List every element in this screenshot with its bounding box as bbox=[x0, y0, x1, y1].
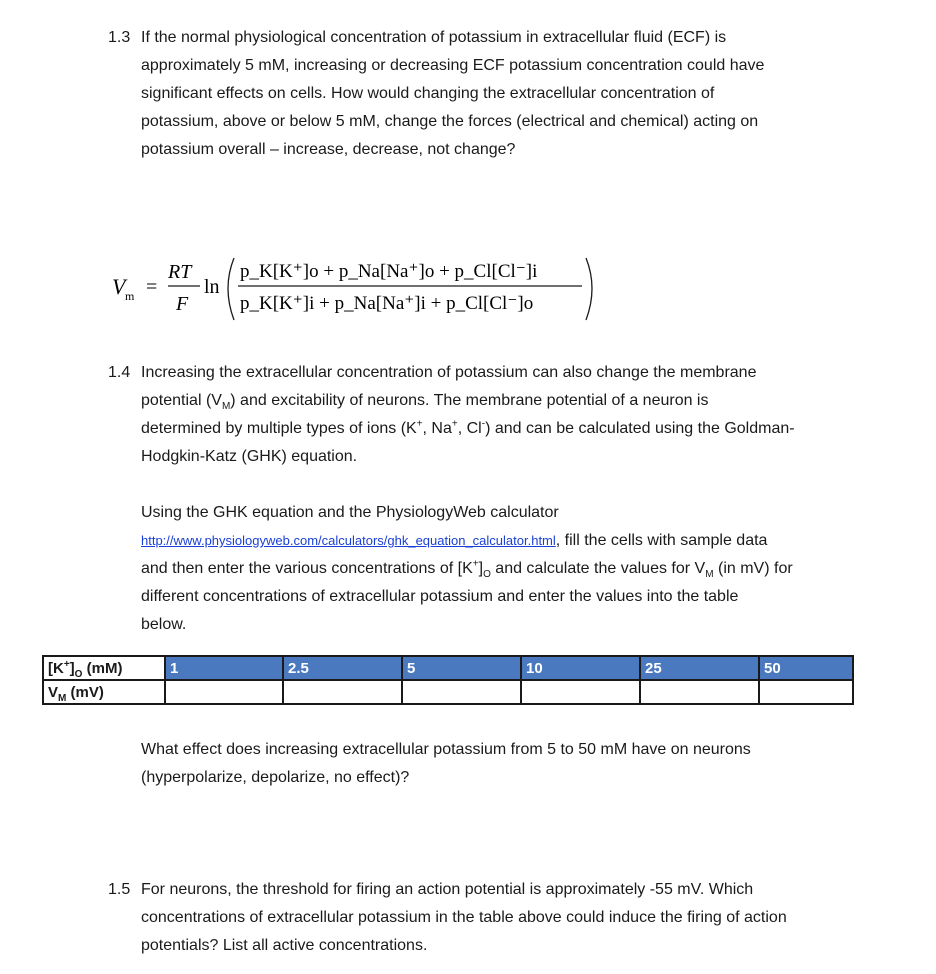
question-text-line: approximately 5 mM, increasing or decreasing ECF potassium concentration could have bbox=[141, 57, 765, 74]
formula-left-paren bbox=[228, 258, 234, 320]
concentration-cell: 50 bbox=[759, 656, 853, 680]
question-number: 1.5 bbox=[108, 881, 131, 898]
vm-row bbox=[43, 680, 853, 704]
formula-numerator: p_K[K⁺]o + p_Na[Na⁺]o + p_Cl[Cl⁻]i bbox=[240, 261, 538, 282]
formula-rt: RT bbox=[168, 261, 192, 283]
question-text-line: potentials? List all active concentrations. bbox=[141, 937, 428, 954]
formula-right-paren bbox=[586, 258, 592, 320]
question-text-line: Increasing the extracellular concentration of potassium can also change the membrane bbox=[141, 364, 757, 381]
formula-lhs: V bbox=[112, 274, 126, 299]
instruction-text-line: http://www.physiologyweb.com/calculators/ghk_equation_calculator.html, fill the cells with sample data bbox=[141, 532, 768, 549]
formula-f: F bbox=[176, 293, 189, 315]
question-text-line: potassium, above or below 5 mM, change the forces (electrical and chemical) acting on bbox=[141, 113, 759, 130]
calculator-link[interactable]: http://www.physiologyweb.com/calculators/ghk_equation_calculator.html bbox=[141, 533, 556, 548]
question-text-line: (hyperpolarize, depolarize, no effect)? bbox=[141, 769, 410, 786]
question-text-line: What effect does increasing extracellular potassium from 5 to 50 mM have on neurons bbox=[141, 741, 751, 758]
concentration-cell: 1 bbox=[165, 656, 283, 680]
vm-input-cell[interactable] bbox=[759, 680, 853, 704]
instruction-text-line: and then enter the various concentrations of $[K^+]_O$ and calculate the values for $V_M$ (in mV) for bbox=[141, 558, 793, 581]
question-text-line: determined by multiple types of ions (K+, Na+, Cl-) and can be calculated using the Goldman- bbox=[141, 418, 795, 437]
vm-row-label: $V_M$ (mV) bbox=[43, 680, 165, 704]
concentration-cell: 5 bbox=[402, 656, 521, 680]
concentration-row-label: $[K^+]_O$ (mM) bbox=[43, 656, 165, 680]
concentration-row bbox=[43, 656, 853, 680]
question-text-line: significant effects on cells. How would changing the extracellular concentration of bbox=[141, 85, 715, 102]
effect-question bbox=[141, 736, 751, 792]
question-text-line: For neurons, the threshold for firing an action potential is approximately -55 mV. Which bbox=[141, 881, 754, 898]
concentration-cell: 10 bbox=[521, 656, 640, 680]
formula-equals: = bbox=[146, 276, 158, 298]
instruction-text-line: Using the GHK equation and the PhysiologyWeb calculator bbox=[141, 504, 559, 521]
potassium-vm-table bbox=[42, 655, 854, 705]
vm-input-cell[interactable] bbox=[640, 680, 759, 704]
question-text-line: potential $(V_M)$ and excitability of neurons. The membrane potential of a neuron is bbox=[141, 392, 709, 413]
question-text-line: potassium overall – increase, decrease, not change? bbox=[141, 141, 516, 158]
concentration-cell: 25 bbox=[640, 656, 759, 680]
question-number: 1.4 bbox=[108, 364, 131, 381]
ghk-equation bbox=[112, 246, 612, 330]
instructions bbox=[141, 499, 793, 639]
vm-input-cell[interactable] bbox=[521, 680, 640, 704]
instruction-text-line: different concentrations of extracellular potassium and enter the values into the table bbox=[141, 588, 739, 605]
concentration-cell: 2.5 bbox=[283, 656, 402, 680]
vm-input-cell[interactable] bbox=[283, 680, 402, 704]
question-text-line: Hodgkin-Katz (GHK) equation. bbox=[141, 448, 358, 465]
question-text-line: concentrations of extracellular potassium in the table above could induce the firing of action bbox=[141, 909, 787, 926]
formula-denominator: p_K[K⁺]i + p_Na[Na⁺]i + p_Cl[Cl⁻]o bbox=[240, 293, 534, 314]
question-text-line: If the normal physiological concentration of potassium in extracellular fluid (ECF) is bbox=[141, 29, 727, 46]
instruction-text-line: below. bbox=[141, 616, 187, 633]
vm-input-cell[interactable] bbox=[165, 680, 283, 704]
question-number: 1.3 bbox=[108, 29, 131, 46]
formula-ln: ln bbox=[204, 276, 220, 298]
formula-lhs-sub: m bbox=[125, 289, 135, 303]
vm-input-cell[interactable] bbox=[402, 680, 521, 704]
